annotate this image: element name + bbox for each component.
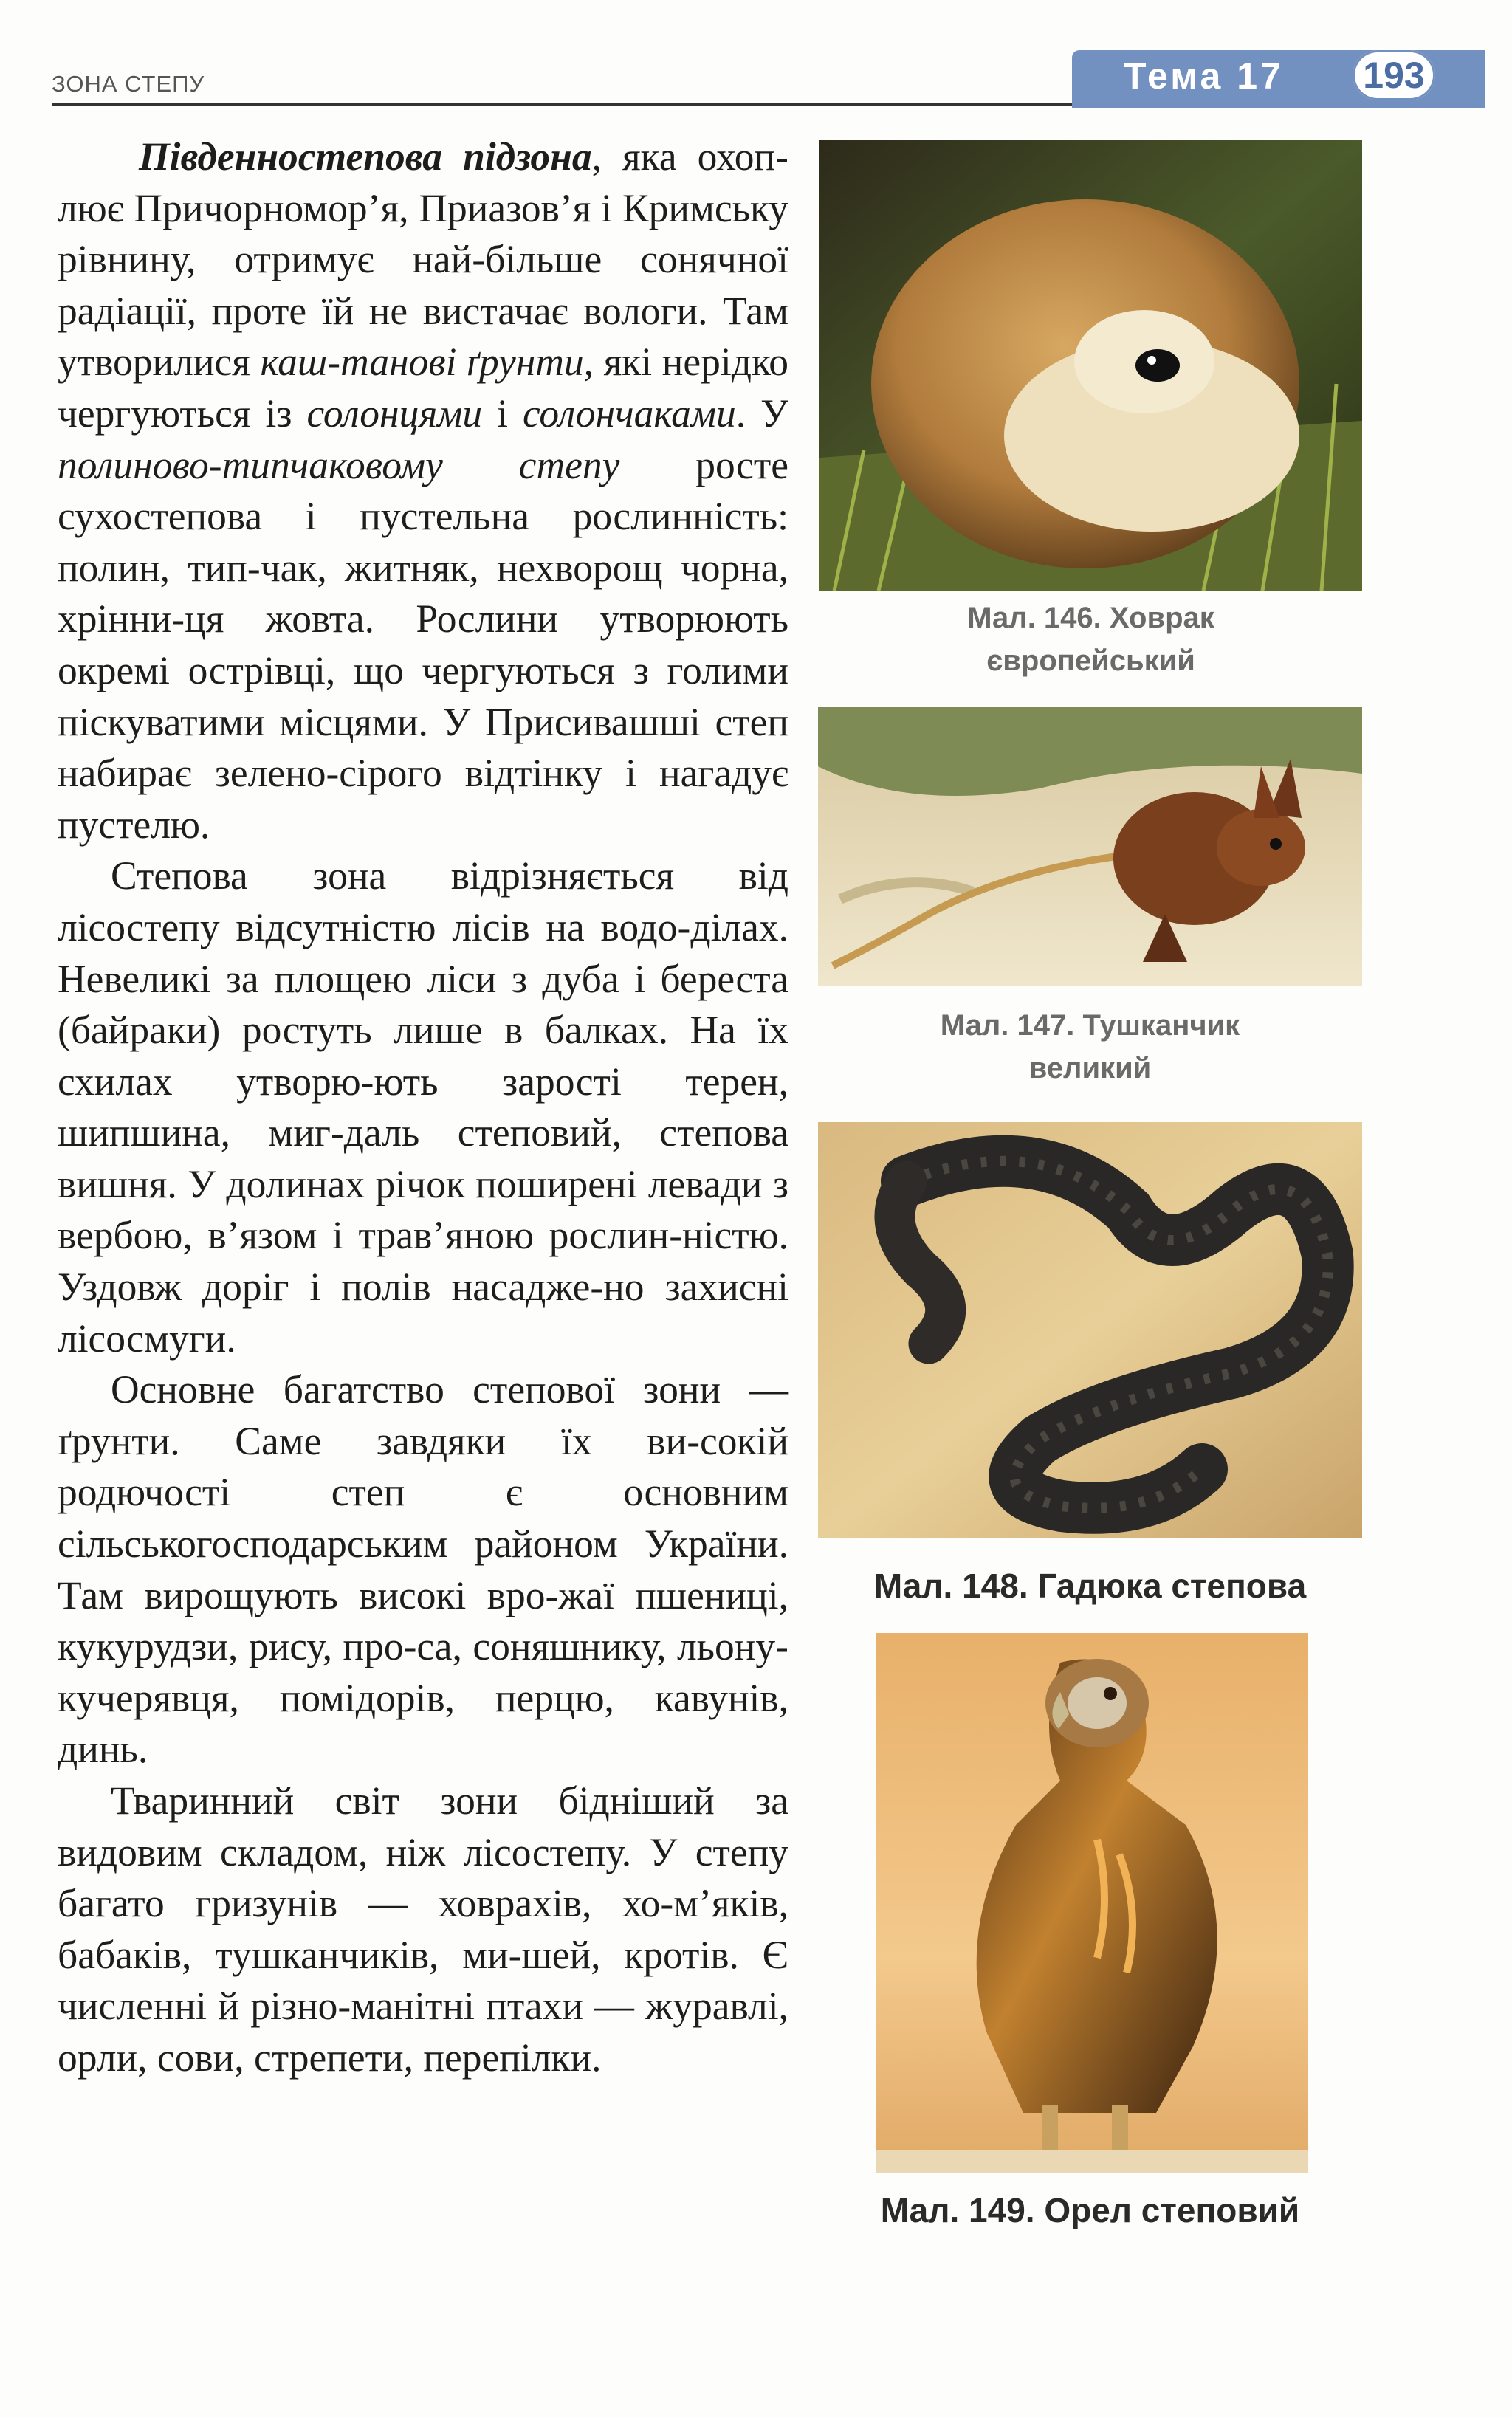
page-number: 193: [1353, 50, 1435, 100]
paragraph-soils: Основне багатство степової зони — ґрунти. Саме завдяки їх ви-сокій родючості степ є основним сільськогосподарським районом України. Там вирощують високі вро-жаї пшениці, кукурудзи, рису, про-са, соняшнику, льону-кучерявця, помідорів, перцю, кавунів, динь.: [58, 1367, 788, 1772]
caption-fig-149: Мал. 149. Орел степовий: [880, 2191, 1300, 2229]
running-head-section: ЗОНА СТЕПУ: [52, 71, 205, 97]
term-solonchak: солончаками: [523, 391, 736, 436]
caption-fig-148: Мал. 148. Гадюка степова: [873, 1567, 1307, 1605]
term-solonets: солонцями: [306, 391, 483, 436]
photo-ground-squirrel: [819, 140, 1362, 591]
paragraph-steppe-forests: Степова зона відрізняється від лісостепу відсутністю лісів на водо-ділах. Невеликі за площею ліси з дуба і береста (байраки) ростуть лише в балках. На їх схилах утворю-ють зарості терен, шипшина, миг-даль степовий, степова вишня. У долинах річок поширені левади з вербою, в’язом і трав’яною рослин-ністю. Уздовж доріг і полів насадже-но захисні лісосмуги.: [58, 853, 788, 1361]
photo-steppe-viper: [818, 1122, 1362, 1538]
caption-fig-146: Мал. 146. Ховрак європейський: [967, 602, 1214, 677]
photo-steppe-eagle: [876, 1633, 1308, 2173]
paragraph-fauna: Тваринний світ зони бідніший за видовим складом, ніж лісостепу. У степу багато гризунів — ховрахів, хо-м’яків, бабаків, тушканчиків, ми-шей, кротів. Є численні й різно-манітні птахи — журавлі, орли, сови, стрепети, перепілки.: [58, 1778, 788, 2080]
caption-fig-147: Мал. 147. Тушканчик великий: [940, 1009, 1240, 1084]
photo-jerboa: [818, 707, 1362, 986]
term-wormwood-steppe: полиново-типчаковому степу: [58, 442, 620, 487]
term-chestnut-soils: каш-танові ґрунти: [260, 340, 584, 385]
main-text: [58, 131, 788, 2084]
term-southern-subzone: Південностепова підзона: [139, 134, 592, 179]
topic-label: Тема 17: [1124, 55, 1284, 97]
paragraph-southern-steppe: Південностепова підзона, яка охоп-лює Причорномор’я, Приазов’я і Кримську рівнину, отримує най-більше сонячної радіації, проте їй не вистачає вологи. Там утворилися каш-танові ґрунти, які нерідко чергуються із солонцями і солончаками. У полиново-типчаковому степу росте сухостепова і пустельна рослинність: полин, тип-чак, житняк, нехворощ чорна, хрінни-ця жовта. Рослини утворюють окремі острівці, що чергуються з голими піскуватими місцями. У Присивашші степ набирає зелено-сірого відтінку і нагадує пустелю.: [58, 134, 788, 847]
